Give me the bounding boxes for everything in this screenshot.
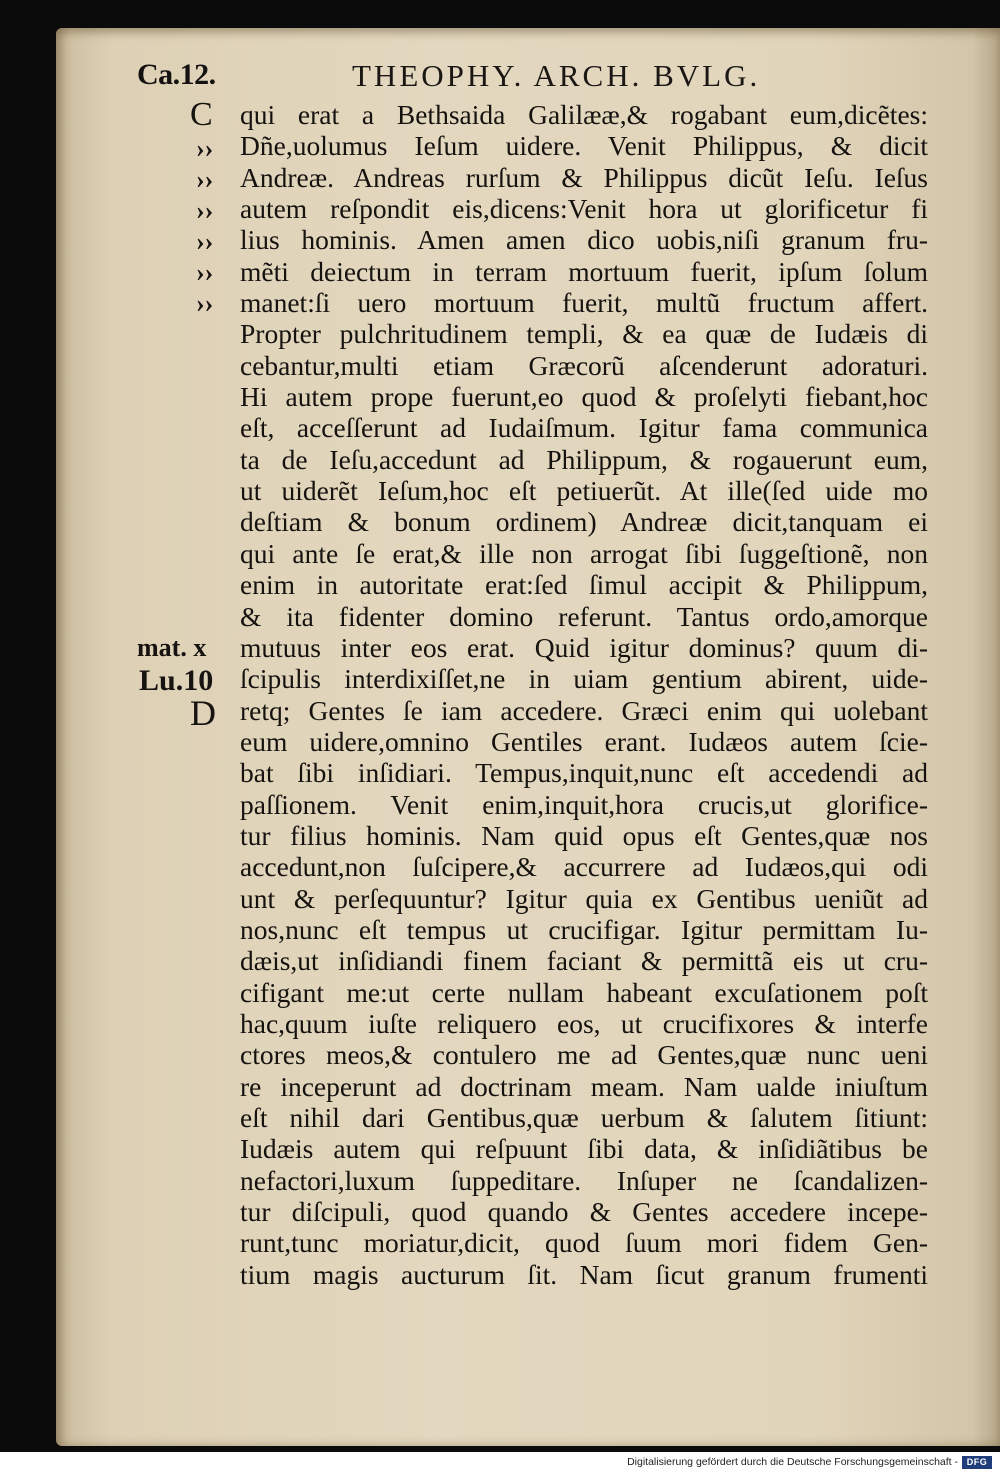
text-line: dæis,ut inſidiandi finem faciant & permittã eis ut cru- bbox=[240, 945, 928, 977]
text-line: ctores meos,& contulero me ad Gentes,quæ nunc ueni bbox=[240, 1039, 928, 1071]
quote-mark: ›› bbox=[196, 227, 214, 256]
text-line: re inceperunt ad doctrinam meam. Nam ualde iniuſtum bbox=[240, 1070, 928, 1102]
text-line: autem reſpondit eis,dicens:Venit hora ut glorificetur fi bbox=[240, 193, 928, 225]
quote-mark: ›› bbox=[196, 165, 214, 194]
text-line: retq; Gentes ſe iam accedere. Græci enim qui uolebant bbox=[240, 694, 928, 726]
quote-mark: ›› bbox=[196, 196, 214, 225]
reference-luke: Lu.10 bbox=[139, 664, 214, 697]
text-line: accedunt,non ſuſcipere,& accurrere ad Iudæos,qui odi bbox=[240, 851, 928, 883]
text-line: eum uidere,omnino Gentiles erant. Iudæos autem ſcie- bbox=[240, 725, 928, 757]
quote-mark: ›› bbox=[196, 134, 214, 163]
quote-mark: ›› bbox=[196, 289, 214, 318]
text-line: mẽti deiectum in terram mortuum fuerit, ipſum ſolum bbox=[240, 255, 928, 287]
text-line: ta de Ieſu,accedunt ad Philippum, & rogauerunt eum, bbox=[240, 443, 928, 475]
text-line: Andreæ. Andreas rurſum & Philippus dicũt Ieſu. Ieſus bbox=[240, 161, 928, 193]
text-line: unt & perſequuntur? Igitur quia ex Gentibus ueniũt ad bbox=[240, 882, 928, 914]
text-line: nefactori,luxum ſuppeditare. Inſuper ne ſcandalizen- bbox=[240, 1164, 928, 1196]
dfg-logo: DFG bbox=[962, 1456, 992, 1469]
text-line: ut uiderẽt Ieſum,hoc eſt petiuerũt. At ille(ſed uide mo bbox=[240, 475, 928, 507]
section-letter-d: D bbox=[190, 693, 216, 733]
text-line: qui erat a Bethsaida Galilææ,& rogabant eum,dicẽtes: bbox=[240, 99, 928, 130]
text-line: tur diſcipuli, quod quando & Gentes accedere incepe- bbox=[240, 1196, 928, 1228]
text-line: Hi autem prope fuerunt,eo quod & proſelyti fiebant,hoc bbox=[240, 381, 928, 413]
digitization-footer bbox=[0, 1452, 1000, 1474]
text-line: paſſionem. Venit enim,inquit,hora crucis,ut glorifice- bbox=[240, 788, 928, 820]
text-line: nos,nunc eſt tempus ut crucifigar. Igitur permittam Iu- bbox=[240, 913, 928, 945]
text-line: mutuus inter eos erat. Quid igitur dominus? quum di- bbox=[240, 631, 928, 663]
text-line: deſtiam & bonum ordinem) Andreæ dicit,tanquam ei bbox=[240, 506, 928, 538]
running-title: THEOPHY. ARCH. BVLG. bbox=[352, 58, 761, 93]
text-line: & ita fidenter domino referunt. Tantus ordo,amorque bbox=[240, 600, 928, 632]
text-line: Dñe,uolumus Ieſum uidere. Venit Philippus, & dicit bbox=[240, 130, 928, 162]
text-line: lius hominis. Amen amen dico uobis,niſi granum fru- bbox=[240, 224, 928, 256]
chapter-label: Ca.12. bbox=[137, 58, 216, 91]
text-line: eſt, acceſſerunt ad Iudaiſmum. Igitur fama communica bbox=[240, 412, 928, 444]
reference-matthew: mat. x bbox=[137, 633, 207, 662]
body-text bbox=[240, 99, 928, 1290]
text-line: manet:ſi uero mortuum fuerit, multũ fructum affert. bbox=[240, 287, 928, 319]
text-line: runt,tunc moriatur,dicit, quod ſuum mori fidem Gen- bbox=[240, 1227, 928, 1259]
text-line: Propter pulchritudinem templi, & ea quæ de Iudæis di bbox=[240, 318, 928, 350]
text-line: hac,quum iuſte reliquero eos, ut crucifixores & interfe bbox=[240, 1007, 928, 1039]
text-line: tium magis aucturum ſit. Nam ſicut granum frumenti bbox=[240, 1258, 928, 1290]
text-line: bat ſibi inſidiari. Tempus,inquit,nunc eſt accedendi ad bbox=[240, 757, 928, 789]
text-line: tur filius hominis. Nam quid opus eſt Gentes,quæ nos bbox=[240, 819, 928, 851]
text-line: ſcipulis interdixiſſet,ne in uiam gentium abirent, uide- bbox=[240, 663, 928, 695]
footer-credit: Digitalisierung gefördert durch die Deutsche Forschungsgemeinschaft - bbox=[627, 1456, 958, 1468]
text-line: Iudæis autem qui reſpuunt ſibi data, & inſidiãtibus be bbox=[240, 1133, 928, 1165]
margin-notes bbox=[0, 0, 240, 1452]
text-line: enim in autoritate erat:ſed ſimul accipit & Philippum, bbox=[240, 569, 928, 601]
section-letter-c: C bbox=[190, 96, 213, 133]
text-line: cebantur,multi etiam Græcorũ aſcenderunt adoraturi. bbox=[240, 349, 928, 381]
text-line: qui ante ſe erat,& ille non arrogat ſibi ſuggeſtionẽ, non bbox=[240, 537, 928, 569]
text-line: cifigant me:ut certe nullam habeant excuſationem poſt bbox=[240, 976, 928, 1008]
quote-mark: ›› bbox=[196, 258, 214, 287]
text-line: eſt nihil dari Gentibus,quæ uerbum & ſalutem ſitiunt: bbox=[240, 1102, 928, 1133]
